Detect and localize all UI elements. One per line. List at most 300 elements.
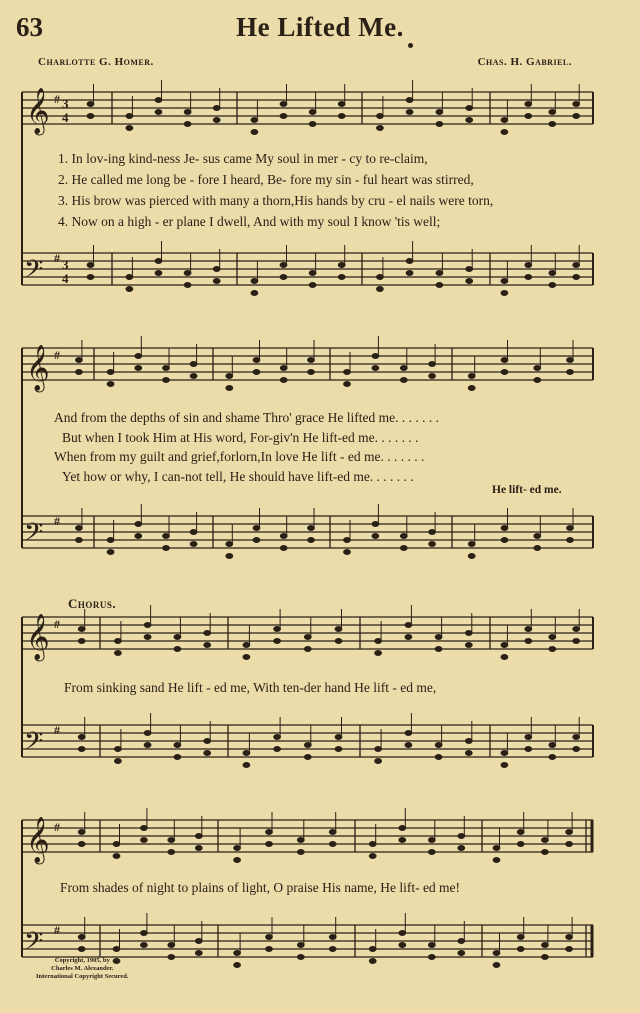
echo-lyric: He lift- ed me. [492, 484, 562, 496]
note-head [190, 374, 197, 379]
note-head [174, 635, 181, 640]
note-head [493, 951, 500, 956]
note-head [573, 735, 580, 740]
note-head [280, 275, 287, 280]
note-head [377, 287, 384, 292]
note-head [405, 743, 412, 748]
note-head [87, 275, 94, 280]
note-head [297, 943, 304, 948]
svg-text:#: # [54, 617, 60, 631]
note-head [308, 370, 315, 375]
note-head [375, 651, 382, 656]
note-head [429, 374, 436, 379]
note-head [501, 538, 508, 543]
note-head [405, 731, 412, 736]
note-head [400, 534, 407, 539]
note-head [115, 639, 122, 644]
note-head [213, 267, 220, 272]
note-head [78, 947, 85, 952]
note-head [534, 546, 541, 551]
note-head [501, 370, 508, 375]
note-head [168, 943, 175, 948]
note-head [549, 110, 556, 115]
note-head [468, 386, 475, 391]
note-head [428, 838, 435, 843]
note-head [458, 834, 465, 839]
verse-3-line-b: When from my guilt and grief,forlorn,In love He lift - ed me. . . . . . . [54, 449, 425, 464]
note-head [549, 271, 556, 276]
note-head [309, 283, 316, 288]
note-head [501, 358, 508, 363]
chorus-line-1: From sinking sand He lift - ed me, With ten-der hand He lift - ed me, [64, 680, 437, 695]
note-head [184, 122, 191, 127]
note-head [280, 534, 287, 539]
note-head [369, 959, 376, 964]
note-head [304, 755, 311, 760]
note-head [517, 935, 524, 940]
page-number: 63 [16, 12, 43, 42]
note-head [226, 374, 233, 379]
note-head [501, 751, 508, 756]
note-head [344, 382, 351, 387]
note-head [135, 522, 142, 527]
note-head [78, 639, 85, 644]
note-head [377, 275, 384, 280]
note-head [195, 939, 202, 944]
note-head [135, 534, 142, 539]
note-head [78, 830, 85, 835]
note-head [280, 366, 287, 371]
note-head [377, 114, 384, 119]
note-head [501, 130, 508, 135]
note-head [309, 110, 316, 115]
note-head [435, 743, 442, 748]
verse-2-line-b: But when I took Him at His word, For-giv'n He lift-ed me. . . . . . . [62, 430, 419, 445]
chorus-label: Chorus. [68, 596, 117, 611]
note-head [406, 271, 413, 276]
note-head [308, 358, 315, 363]
note-head [243, 751, 250, 756]
note-head [436, 122, 443, 127]
note-head [468, 554, 475, 559]
note-head [466, 106, 473, 111]
note-head [493, 858, 500, 863]
note-head [466, 267, 473, 272]
composer-credit: Chas. H. Gabriel. [477, 56, 572, 68]
note-head [375, 759, 382, 764]
note-head [338, 275, 345, 280]
note-head [107, 538, 114, 543]
note-head [435, 635, 442, 640]
verse-3-line-a: 3. His brow was pierced with many a thorn,His hands by cru - el nails were torn, [58, 193, 494, 208]
note-head [566, 935, 573, 940]
note-head [195, 834, 202, 839]
note-head [190, 362, 197, 367]
note-head [375, 639, 382, 644]
note-head [372, 534, 379, 539]
note-head [566, 830, 573, 835]
note-head [190, 530, 197, 535]
note-head [525, 275, 532, 280]
note-head [542, 943, 549, 948]
note-head [329, 830, 336, 835]
note-head [253, 358, 260, 363]
note-head [155, 259, 162, 264]
note-head [465, 643, 472, 648]
note-head [304, 647, 311, 652]
verse-4-line-a: 4. Now on a high - er plane I dwell, And with my soul I know 'tis well; [58, 214, 441, 229]
note-head [329, 842, 336, 847]
note-head [428, 955, 435, 960]
note-head [141, 931, 148, 936]
note-head [76, 370, 83, 375]
note-head [226, 386, 233, 391]
note-head [338, 102, 345, 107]
note-head [297, 850, 304, 855]
note-head [195, 846, 202, 851]
note-head [78, 627, 85, 632]
note-head [567, 370, 574, 375]
note-head [174, 647, 181, 652]
note-head [573, 627, 580, 632]
svg-text:𝄞: 𝄞 [26, 345, 50, 391]
note-head [501, 118, 508, 123]
note-head [534, 378, 541, 383]
note-head [517, 842, 524, 847]
note-head [274, 639, 281, 644]
note-head [567, 538, 574, 543]
note-head [174, 755, 181, 760]
note-head [274, 627, 281, 632]
note-head [549, 755, 556, 760]
note-head [113, 854, 120, 859]
note-head [204, 739, 211, 744]
svg-text:#: # [54, 723, 60, 737]
note-head [372, 366, 379, 371]
note-head [567, 358, 574, 363]
note-head [141, 826, 148, 831]
note-head [372, 354, 379, 359]
verse-1-line-b: And from the depths of sin and shame Thro' grace He lifted me. . . . . . . [54, 410, 439, 425]
note-head [204, 751, 211, 756]
svg-text:3: 3 [62, 257, 69, 272]
note-head [400, 546, 407, 551]
note-head [501, 643, 508, 648]
note-head [573, 747, 580, 752]
note-head [266, 842, 273, 847]
note-head [465, 751, 472, 756]
note-head [335, 627, 342, 632]
note-head [126, 275, 133, 280]
note-head [567, 526, 574, 531]
note-head [195, 951, 202, 956]
note-head [534, 534, 541, 539]
svg-text:𝄞: 𝄞 [26, 817, 50, 863]
note-head [549, 647, 556, 652]
note-head [144, 731, 151, 736]
note-head [141, 943, 148, 948]
verse-1-line-a: 1. In lov-ing kind-ness Je- sus came My soul in mer - cy to re-claim, [58, 151, 428, 166]
note-head [168, 838, 175, 843]
note-head [377, 126, 384, 131]
note-head [517, 947, 524, 952]
note-head [429, 530, 436, 535]
note-head [280, 102, 287, 107]
note-head [435, 755, 442, 760]
note-head [501, 655, 508, 660]
note-head [251, 118, 258, 123]
note-head [113, 842, 120, 847]
svg-text:#: # [54, 251, 60, 265]
note-head [308, 538, 315, 543]
svg-text:#: # [54, 92, 60, 106]
note-head [429, 542, 436, 547]
note-head [369, 854, 376, 859]
note-head [113, 947, 120, 952]
note-head [335, 735, 342, 740]
note-head [436, 110, 443, 115]
note-head [501, 279, 508, 284]
note-head [525, 735, 532, 740]
note-head [87, 102, 94, 107]
svg-text:𝄞: 𝄞 [26, 614, 50, 660]
note-head [266, 935, 273, 940]
note-head [435, 647, 442, 652]
svg-text:𝄞: 𝄞 [26, 88, 50, 134]
note-head [549, 122, 556, 127]
note-head [525, 747, 532, 752]
note-head [243, 655, 250, 660]
note-head [184, 110, 191, 115]
note-head [184, 283, 191, 288]
note-head [542, 838, 549, 843]
note-head [253, 526, 260, 531]
note-head [501, 526, 508, 531]
note-head [468, 542, 475, 547]
chorus-line-2: From shades of night to plains of light, O praise His name, He lift- ed me! [60, 880, 461, 895]
note-head [234, 951, 241, 956]
note-head [126, 126, 133, 131]
note-head [466, 118, 473, 123]
note-head [369, 947, 376, 952]
note-head [406, 98, 413, 103]
note-head [107, 550, 114, 555]
note-head [76, 358, 83, 363]
svg-text:𝄢: 𝄢 [24, 927, 44, 962]
note-head [253, 538, 260, 543]
copyright-line-3: International Copyright Secured. [36, 973, 129, 980]
note-head [525, 627, 532, 632]
note-head [405, 623, 412, 628]
note-head [280, 378, 287, 383]
svg-text:#: # [54, 348, 60, 362]
note-head [155, 98, 162, 103]
note-head [253, 370, 260, 375]
note-head [406, 110, 413, 115]
note-head [458, 951, 465, 956]
note-head [428, 850, 435, 855]
note-head [78, 842, 85, 847]
note-head [213, 279, 220, 284]
note-head [155, 110, 162, 115]
note-head [243, 643, 250, 648]
svg-text:#: # [54, 514, 60, 528]
note-head [573, 263, 580, 268]
copyright-line-2: Charles M. Alexander. [51, 965, 114, 972]
svg-text:3: 3 [62, 96, 69, 111]
note-head [135, 366, 142, 371]
copyright-notice [36, 957, 129, 981]
note-head [243, 763, 250, 768]
note-head [465, 631, 472, 636]
note-head [525, 114, 532, 119]
note-head [458, 846, 465, 851]
note-head [190, 542, 197, 547]
note-head [226, 554, 233, 559]
note-head [251, 279, 258, 284]
note-head [466, 279, 473, 284]
note-head [501, 291, 508, 296]
note-head [115, 651, 122, 656]
note-head [78, 747, 85, 752]
note-head [465, 739, 472, 744]
note-head [338, 263, 345, 268]
note-head [573, 275, 580, 280]
note-head [304, 743, 311, 748]
note-head [135, 354, 142, 359]
note-head [144, 743, 151, 748]
svg-text:4: 4 [62, 271, 69, 286]
note-head [309, 271, 316, 276]
note-head [234, 963, 241, 968]
note-head [493, 846, 500, 851]
note-head [517, 830, 524, 835]
note-head [573, 102, 580, 107]
note-head [280, 263, 287, 268]
note-head [226, 542, 233, 547]
note-head [163, 534, 170, 539]
note-head [436, 271, 443, 276]
note-head [372, 522, 379, 527]
lyricist-credit: Charlotte G. Homer. [38, 56, 154, 68]
note-head [534, 366, 541, 371]
note-head [308, 526, 315, 531]
note-head [204, 631, 211, 636]
note-head [468, 374, 475, 379]
svg-text:𝄢: 𝄢 [24, 255, 44, 290]
note-head [399, 838, 406, 843]
note-head [251, 130, 258, 135]
note-head [566, 947, 573, 952]
note-head [234, 858, 241, 863]
note-head [107, 382, 114, 387]
verse-2-line-a: 2. He called me long be - fore I heard, Be- fore my sin - ful heart was stirred, [58, 172, 474, 187]
note-head [168, 955, 175, 960]
note-head [542, 955, 549, 960]
note-head [87, 263, 94, 268]
note-head [107, 370, 114, 375]
note-head [266, 830, 273, 835]
note-head [76, 526, 83, 531]
note-head [501, 763, 508, 768]
note-head [234, 846, 241, 851]
note-head [115, 747, 122, 752]
note-head [525, 263, 532, 268]
note-head [344, 550, 351, 555]
note-head [266, 947, 273, 952]
note-head [87, 114, 94, 119]
note-head [566, 842, 573, 847]
note-head [549, 743, 556, 748]
note-head [280, 114, 287, 119]
note-head [369, 842, 376, 847]
note-head [493, 963, 500, 968]
note-head [309, 122, 316, 127]
note-head [436, 283, 443, 288]
note-head [78, 935, 85, 940]
note-head [204, 643, 211, 648]
note-head [428, 943, 435, 948]
hymn-title: He Lifted Me. [236, 12, 404, 42]
note-head [399, 943, 406, 948]
note-head [297, 838, 304, 843]
note-head [213, 118, 220, 123]
note-head [573, 639, 580, 644]
note-head [280, 546, 287, 551]
note-head [304, 635, 311, 640]
note-head [429, 362, 436, 367]
note-head [184, 271, 191, 276]
note-head [297, 955, 304, 960]
note-head [76, 538, 83, 543]
note-head [115, 759, 122, 764]
copyright-line-1: Copyright, 1905, by [54, 957, 110, 964]
note-head [168, 850, 175, 855]
note-head [329, 935, 336, 940]
note-head [344, 370, 351, 375]
note-head [344, 538, 351, 543]
note-head [251, 291, 258, 296]
note-head [174, 743, 181, 748]
note-head [525, 102, 532, 107]
note-head [163, 378, 170, 383]
note-head [126, 287, 133, 292]
note-head [405, 635, 412, 640]
note-head [399, 931, 406, 936]
note-head [335, 639, 342, 644]
svg-text:#: # [54, 820, 60, 834]
note-head [549, 635, 556, 640]
note-head [163, 366, 170, 371]
svg-text:4: 4 [62, 110, 69, 125]
note-head [274, 735, 281, 740]
note-head [126, 114, 133, 119]
note-head [400, 378, 407, 383]
note-head [573, 114, 580, 119]
note-head [458, 939, 465, 944]
svg-text:#: # [54, 923, 60, 937]
note-head [274, 747, 281, 752]
note-head [144, 635, 151, 640]
note-head [549, 283, 556, 288]
note-head [155, 271, 162, 276]
note-head [406, 259, 413, 264]
note-head [329, 947, 336, 952]
verse-4-line-b: Yet how or why, I can-not tell, He should have lift-ed me. . . . . . . [62, 469, 414, 484]
note-head [542, 850, 549, 855]
note-head [338, 114, 345, 119]
svg-text:𝄢: 𝄢 [24, 518, 44, 553]
